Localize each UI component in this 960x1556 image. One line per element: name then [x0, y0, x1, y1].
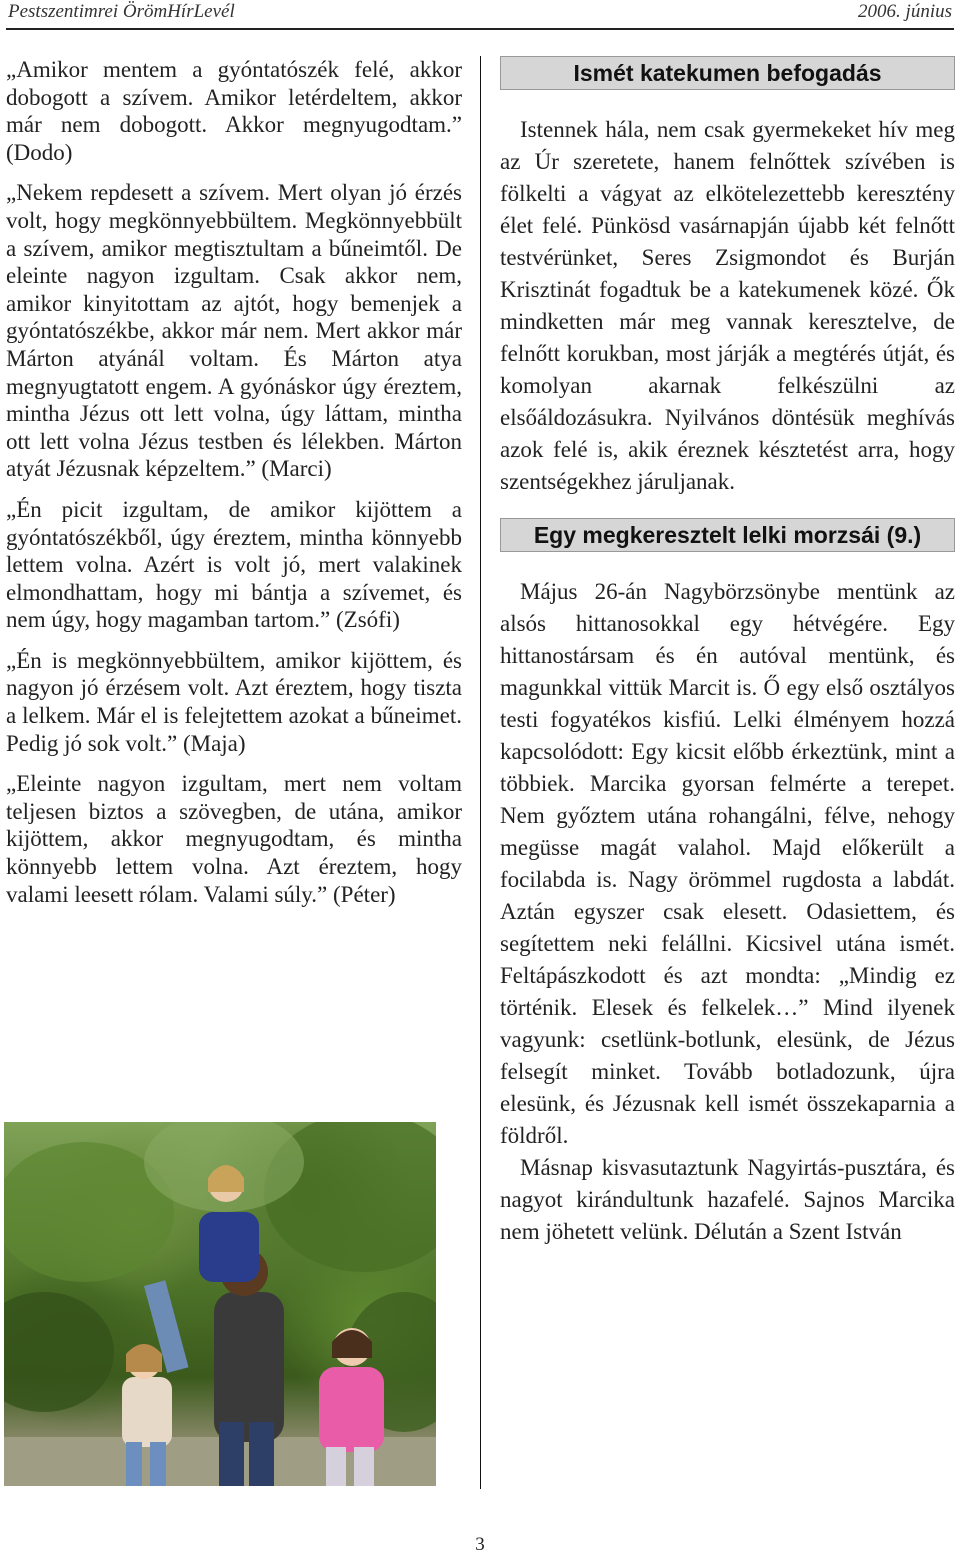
article-paragraph: Istennek hála, nem csak gyermekeket hív meg az Úr szeretete, hanem felnőttek szívében is fölkelti a vágyat az elkötelezettebb keresztény élet felé. Pünkösd vasárnapján újabb két felnőtt testvérünket, Seres Zsigmondot és Burján Krisztinát fogadtuk be a katekumenek közé. Ők mindketten már meg vannak keresztelve, de felnőtt korukban, most járják a megtérés útját, és komolyan akarnak felkészülni az elsőáldozásukra. Nyilvános döntésük meghívás azok felé is, akik éreznek késztetést arra, hogy szentségekhez járuljanak.	[500, 117, 955, 494]
testimony-paragraph: „Amikor mentem a gyóntatószék felé, akkor dobogott a szívem. Amikor letérdeltem, akkor már nem dobogott. Akkor megnyugodtam.” (Dodo)	[6, 57, 462, 165]
column-divider	[480, 56, 481, 1489]
testimony-paragraph: „Nekem repdesett a szívem. Mert olyan jó érzés volt, hogy megkönnyebbültem. Megkönnyebbült a szívem, amikor megtisztultam a bűneimtől. De eleinte nagyon izgultam. Csak akkor nem, amikor kinyitottam az ajtót, hogy bemenjek a gyóntatószékbe, akkor már nem. Mert akkor már Márton atyánál voltam. És Márton atya megnyugtatott engem. A gyónáskor úgy éreztem, mintha Jézus ott lett volna, úgy láttam, mintha ott lett volna Jézus testben és lélekben. Márton atyát Jézusnak képzeltem.” (Marci)	[6, 180, 462, 482]
publication-title: Pestszentimrei ÖrömHírLevél	[8, 1, 235, 22]
testimony-paragraph: „Én picit izgultam, de amikor kijöttem a gyóntatószékből, úgy éreztem, mintha könnyebb lettem volna. Azért is volt jó, mert valakinek elmondhattam, hogy mi bántja a szívemet, és nem úgy, hogy magamban tartom.” (Zsófi)	[6, 496, 462, 633]
article-paragraph: Május 26-án Nagybörzsönybe mentünk az alsós hittanosokkal egy hétvégére. Egy hittanostársam és én autóval mentünk, és magunkkal vittük Marcit is. Ő egy első osztályos testi fogyatékos kisfiú. Lelki élményem hozzá kapcsolódott: Egy kicsit előbb érkeztünk, mint a többiek. Marcika gyorsan felmérte a terepet. Nem győztem utána rohangálni, félve, nehogy megüsse magát valahol. Majd előkerült a focilabda is. Nagy örömmel rugdosta a labdát. Aztán egyszer csak elesett. Odasiettem, és segítettem neki felállni. Kicsivel utána ismét. Feltápászkodott és azt mondta: „Mindig ez történik. Elesek és felkelek…” Mind ilyenek vagyunk: csetlünk-botlunk, elesünk, de Jézus felsegít minket. Tovább botladozunk, újra elesünk, és Jézusnak kell ismét összekaparnia a földről.	[500, 579, 955, 1148]
right-column	[500, 56, 955, 1248]
photo-illustration	[4, 1122, 436, 1486]
section-title-catechumen: Ismét katekumen befogadás	[500, 56, 955, 90]
photo-children-walking	[4, 1122, 436, 1486]
article-paragraph: Másnap kisvasutaztunk Nagyirtás-pusztára, és nagyot kirándultunk hazafelé. Sajnos Marcika nem jöhetett velünk. Délután a Szent István	[500, 1155, 955, 1244]
page-header	[6, 0, 954, 30]
issue-date: 2006. június	[858, 1, 952, 22]
testimony-paragraph: „Én is megkönnyebbültem, amikor kijöttem, és nagyon jó érzésem volt. Azt éreztem, hogy tiszta a lelkem. Már el is felejtettem azokat a bűneimet. Pedig jó sok volt.” (Maja)	[6, 647, 462, 756]
left-column	[6, 56, 462, 921]
section-title-spiritual-crumbs: Egy megkeresztelt lelki morzsái (9.)	[500, 518, 955, 552]
page-number: 3	[475, 1534, 485, 1555]
testimony-paragraph: „Eleinte nagyon izgultam, mert nem voltam teljesen biztos a szövegben, de utána, amikor kijöttem, akkor megnyugodtam, és mintha könnyebb lettem volna. Azt éreztem, hogy valami leesett rólam. Valami súly.” (Péter)	[6, 771, 462, 907]
